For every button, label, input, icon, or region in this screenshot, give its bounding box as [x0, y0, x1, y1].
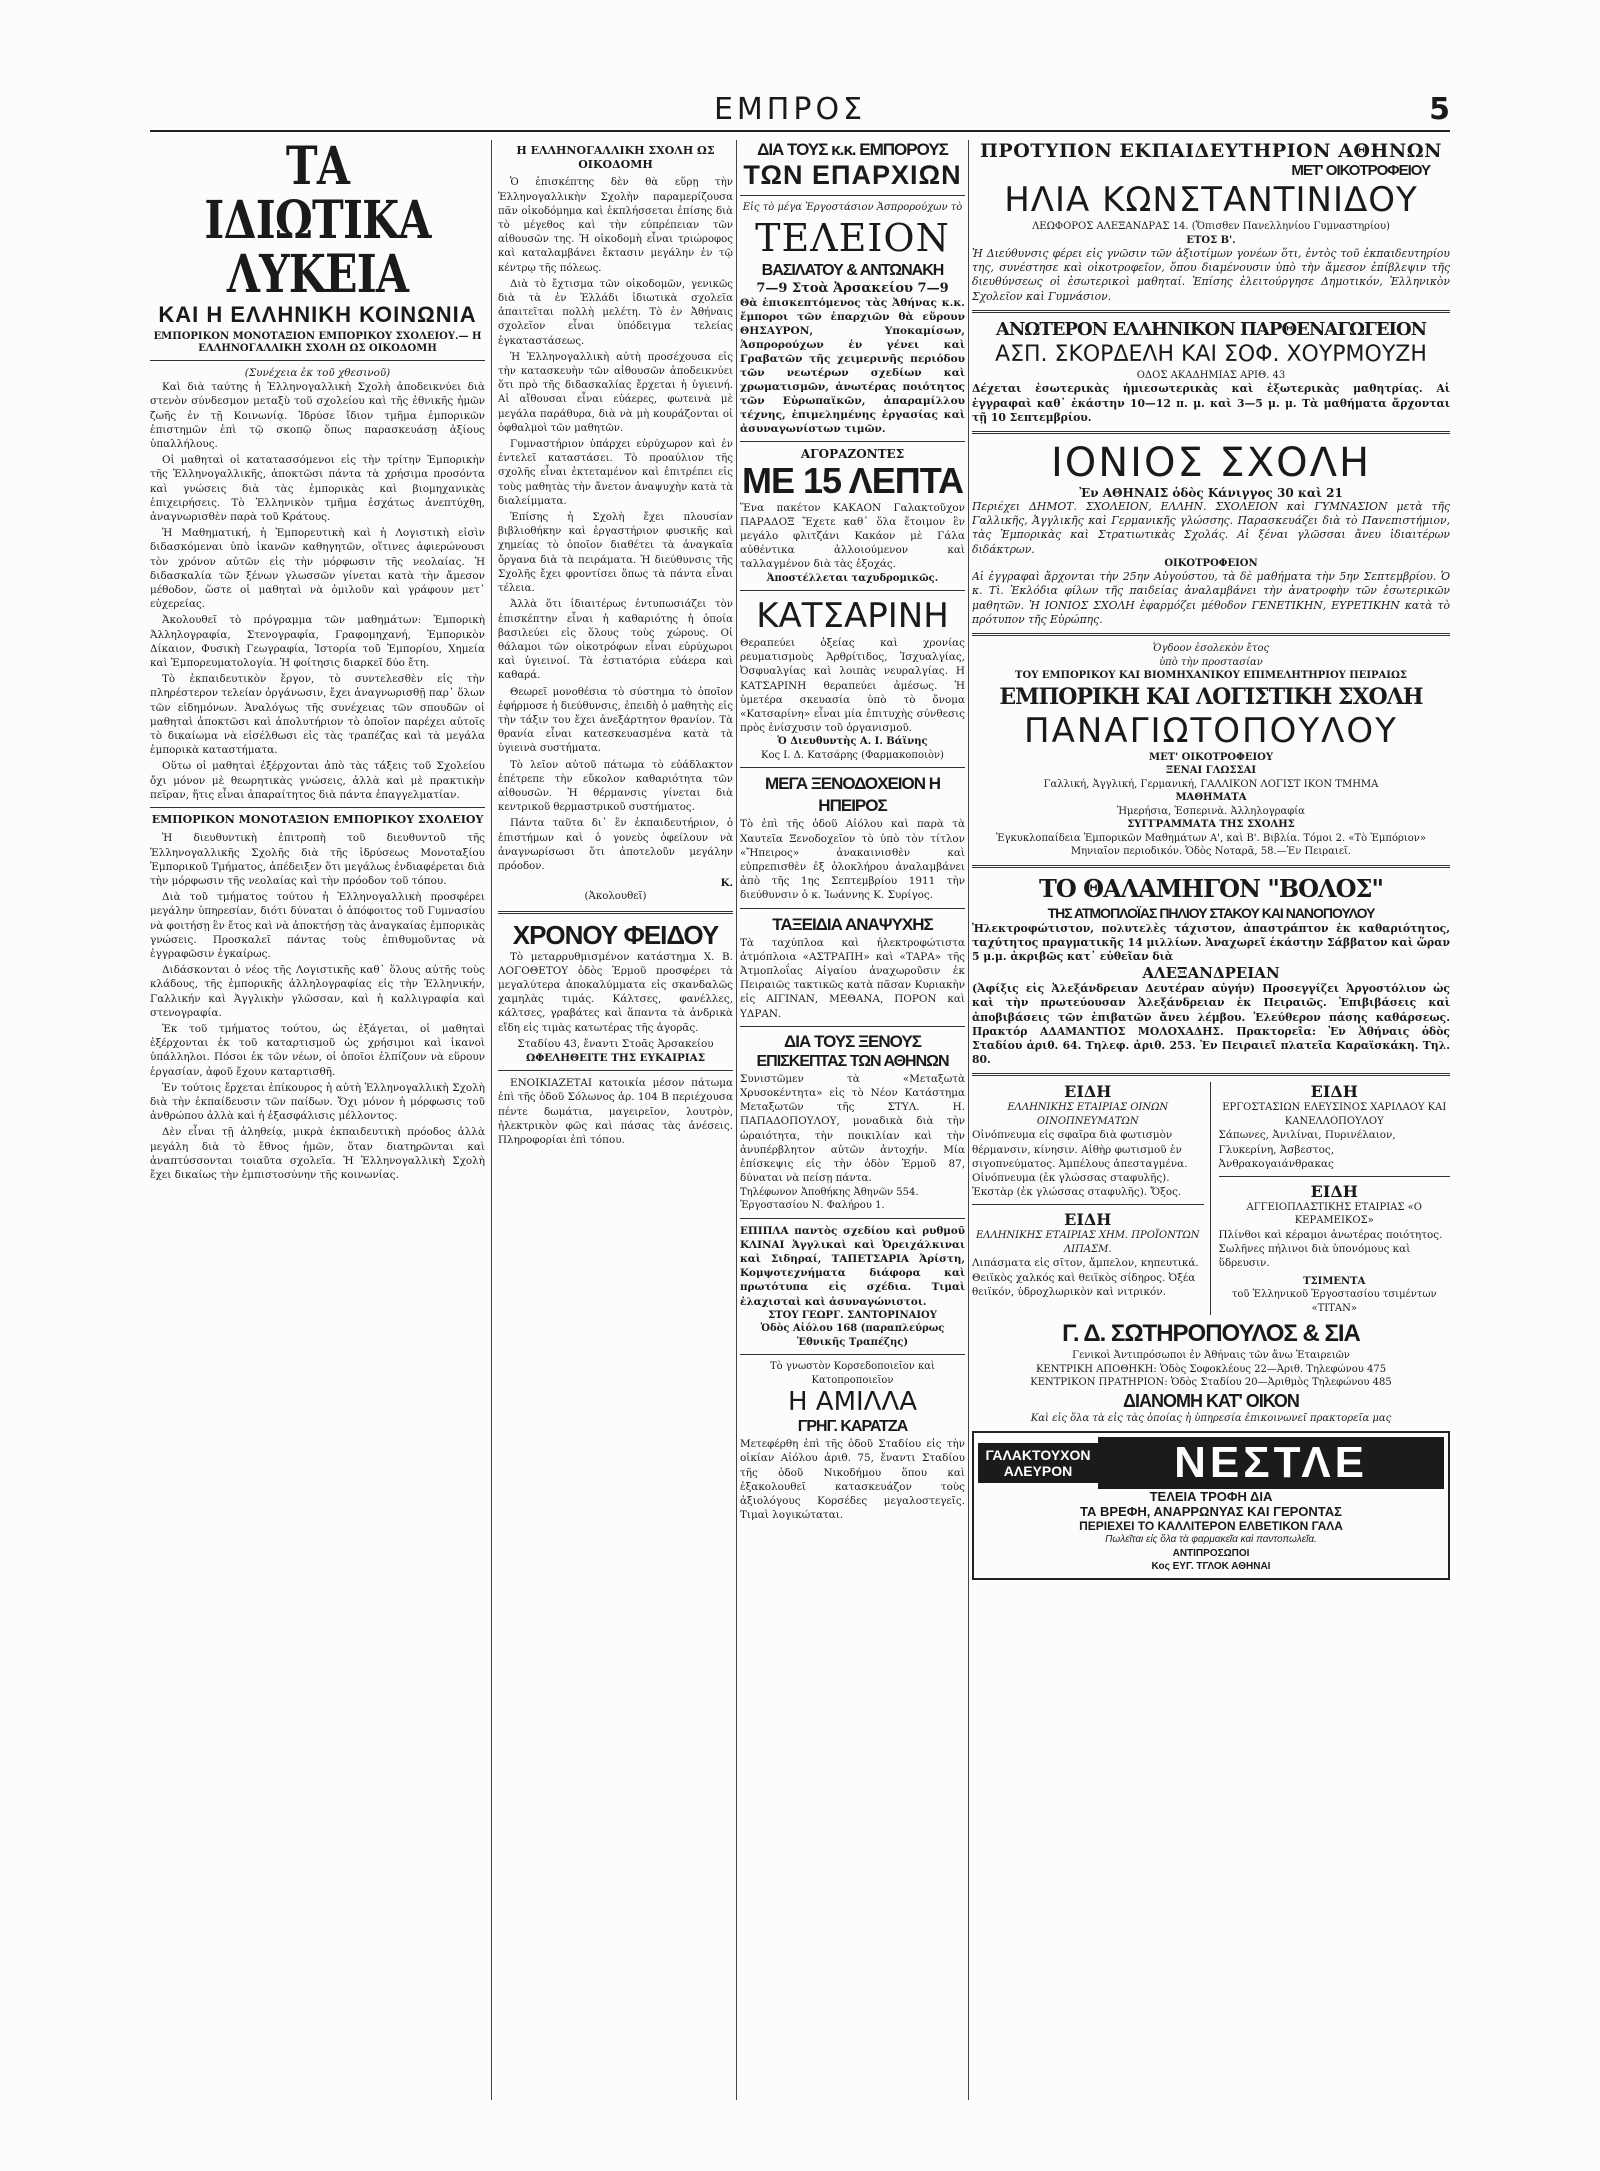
ad-headline: ΜΕ 15 ΛΕΠΤΑ — [741, 459, 964, 501]
ad-brand: Η ΑΜΙΛΛΑ — [787, 1387, 918, 1418]
ad-subheadline: ΕΛΛΗΝΙΚΗΣ ΕΤΑΙΡΙΑΣ ΧΗΜ. ΠΡΟΪΟΝΤΩΝ ΛΙΠΑΣΜ. — [975, 1230, 1200, 1255]
ship-ad-volos — [972, 874, 1450, 1068]
ad-phone: Τηλέφωνον Ἀποθήκης Ἀθηνῶν 554. Ἐργοστασίου Ν. Φαλήρου 1. — [740, 1186, 919, 1211]
ad-body: Μετεφέρθη ἐπὶ τῆς ὁδοῦ Σταδίου εἰς τὴν οἰκίαν Αἰόλου ἀριθ. 75, ἔναντι Σταδίου τῆς ὁδοῦ Νικοδήμου ὅπου καὶ ἐξακολουθεῖ κατασκευάζον τοὺς ἀξιολόγους Κορσέδες μεγαλοστεγεῖς. Τιμαὶ λογικώταται. — [740, 1438, 965, 1522]
ad-text: ΚΕΝΤΡΙΚΗ ΑΠΟΘΗΚΗ: Ὁδὸς Σοφοκλέους 22—Ἀριθ. Τηλεφώνου 475 — [1035, 1363, 1387, 1375]
ad-subheadline: ΑΓΓΕΙΟΠΛΑΣΤΙΚΗΣ ΕΤΑΙΡΙΑΣ «Ο ΚΕΡΑΜΕΙΚΟΣ» — [1246, 1201, 1422, 1227]
ad-body: Πλίνθοι καὶ κέραμοι ἀνωτέρας ποιότητος. Σωλῆνες πήλινοι διὰ ὑπονόμους καὶ ὕδρευσιν. — [1218, 1228, 1443, 1270]
ad-body: Δέχεται ἐσωτερικὰς ἡμιεσωτερικὰς καὶ ἐξωτερικὰς μαθητρίας. Αἱ ἐγγραφαὶ καθ᾽ ἑκάστην 10—12 π. μ. καὶ 3—5 μ. μ. Τὰ μαθήματα ἄρχονται τῇ 10 Σεπτεμβρίου. — [972, 382, 1450, 424]
page-number: 5 — [1429, 92, 1450, 127]
ad-signature: Κος Ι. Δ. Κατσάρης (Φαρμακοποιὸν) — [761, 749, 944, 761]
ad-text: ΞΕΝΑΙ ΓΛΩΣΣΑΙ — [1165, 765, 1257, 777]
epipla-ad — [740, 1224, 965, 1350]
trips-ad — [740, 914, 965, 1021]
ad-body: Λιπάσματα εἰς σῖτον, ἄμπελον, κηπευτικά. Θειϊκὸς χαλκός καὶ θειϊκὸς σίδηρος. Ὀξέα θειϊκόν, ὑδροχλωρικὸν καὶ νιτρικόν. — [972, 1257, 1199, 1298]
nestle-body — [978, 1489, 1444, 1574]
divider — [740, 908, 965, 909]
ad-headline: ΧΡΟΝΟΥ ΦΕΙΔΟΥ — [512, 919, 719, 950]
paragraph: Τὸ λεῖον αὐτοῦ πάτωμα τὸ εὐάδλακτον ἐπέτρεπε τὴν εὔκολον καθαριότητα τῶν αἰθουσῶν. Ἡ θέρμανσις γίνεται διὰ κεντρικοῦ θερμαστρικοῦ συστήματος. — [498, 759, 733, 814]
ad-subheadline: ΟΙΚΟΤΡΟΦΕΙΟΝ — [1164, 557, 1258, 569]
column-divider — [968, 140, 969, 2100]
ad-body: Περιέχει ΔΗΜΟΤ. ΣΧΟΛΕΙΟΝ, ΕΛΛΗΝ. ΣΧΟΛΕΙΟΝ καὶ ΓΥΜΝΑΣΙΟΝ μετὰ τῆς Γαλλικῆς, Ἀγγλικῆς καὶ Γερμανικῆς γλώσσης. Παρασκευάζει διὰ τὸ Πανεπιστήμιον, τὰς Ἐμπορικὰς καὶ Στρατιωτικὰς Σχολάς. Αἱ ξέναι γλῶσσαι ἄνευ ἰδιαιτέρων διδάκτρων. — [972, 499, 1450, 556]
ad-headline: ΤΟ ΘΑΛΑΜΗΓΟΝ "ΒΟΛΟΣ" — [1038, 873, 1384, 903]
column-divider — [491, 140, 492, 2100]
ad-text: Ἡμερήσια, Ἑσπερινὰ. Ἀλληλογραφία — [1117, 805, 1305, 817]
classified-ad — [498, 1076, 733, 1147]
paragraph: Ἐκ τοῦ τμήματος τούτου, ὡς ἐξάγεται, οἱ μαθηταὶ ἐξέρχονται ἐκ τοῦ καταρτισμοῦ ὡς χρήσιμοι καὶ ἱκανοὶ ὑπάλληλοι. Πόσοι ἐκ τῶν νέων, οἱ ὁποῖοι ἐλπίζουν νὰ εὕρουν ἐργασίαν, ἀφοῦ ἔχουν καταρτισθῆ. — [150, 1022, 485, 1078]
ad-text: ΤΟΥ ΕΜΠΟΡΙΚΟΥ ΚΑΙ ΒΙΟΜΗΧΑΝΙΚΟΥ ΕΠΙΜΕΛΗΤΗΡΙΟΥ ΠΕΙΡΑΙΩΣ — [1015, 670, 1407, 682]
ad-body: Θεραπεύει ὀξείας καὶ χρονίας ρευματισμοὺς Ἀρθρίτιδος, Ἰσχυαλγίας, Ὀσφυαλγίας καὶ λοιπὰς νευραλγίας. Η ΚΑΤΣΑΡΙΝΗ θεραπεύει ἀμέσως. Ἡ ὑμετέρα σκευασία ὑπὸ τὸ ὄνομα «Κατσαρίνη» εἶναι μία ἐπιτυχὴς σύνθεσις πρὸς ἐνίσχυσιν τοῦ ὀργανισμοῦ. — [740, 637, 965, 735]
column-4 — [972, 140, 1450, 1586]
katsarini-ad — [740, 596, 965, 762]
paragraph: Ἡ διευθυντικὴ ἐπιτροπὴ τοῦ διευθυντοῦ τῆς Ἑλληνογαλλικῆς Σχολῆς διὰ τῆς ἱδρύσεως Μονοταξίου Ἐμπορικοῦ Τμήματος, ἀπέδειξεν ὅτι μεγάλως ἐνδιαφέρεται διὰ τὴν μόρφωσιν τῆς νεολαίας καὶ τὴν πρόοδον τοῦ τόπου. — [150, 832, 485, 887]
ad-headline: ΕΙΔΗ — [1064, 1082, 1112, 1102]
nestle-banner — [978, 1437, 1444, 1489]
kakao-ad — [740, 447, 965, 586]
divider — [150, 807, 485, 808]
column-2 — [498, 140, 733, 1149]
ad-body: Ἠλεκτροφώτιστον, πολυτελὲς τάχιστον, ἀπαστράπτον ἐκ καθαριότητος, ταχύτητος πραγματικῆς 14 μιλλίων. Ἀναχωρεῖ ἑκάστην Σάββατον καὶ ὥραν 5 μ.μ. ἀκριβῶς κατ᾽ εὐθεῖαν διὰ — [972, 921, 1450, 963]
ad-text: ΑΝΤΙΠΡΟΣΩΠΟΙ — [1172, 1547, 1250, 1559]
ad-headline: ΤΣΙΜΕΝΤΑ — [1303, 1275, 1366, 1287]
article-headline: ΤΑ ΙΔΙΩΤΙΚΑ ΛΥΚΕΙΑ — [204, 140, 431, 305]
paragraph: Διδάσκονται ὁ νέος τῆς Λογιστικῆς καθ᾽ ὅλους αὐτῆς τοὺς κλάδους, τῆς ἐμπορικῆς ἀλληλογραφίας εἰς τὴν Ἑλληνικήν, Γαλλικήν καὶ Ἀγγλικὴν γλῶσσαν, καὶ ἡ καλλιγραφία καὶ στενογραφία. — [150, 964, 485, 1019]
ad-text: ΤΑ ΒΡΕΦΗ, ΑΝΑΡΡΩΝΥΑΣ ΚΑΙ ΓΕΡΟΝΤΑΣ — [1080, 1504, 1342, 1520]
ad-subheadline: ΤΗΣ ΑΤΜΟΠΛΟΪΑΣ ΠΗΛΙΟΥ ΣΤΑΚΟΥ ΚΑΙ ΝΑΝΟΠΟΥΛΟΥ — [1047, 904, 1375, 921]
ad-label: ΓΑΛΑΚΤΟΥΧΟΝ ΑΛΕΥΡΟΝ — [978, 1443, 1098, 1483]
ad-body: Ἕνα πακέτον ΚΑΚΑΟΝ Γαλακτοῦχον ΠΑΡΑΔΟΞ Ἔχετε καθ᾽ ὅλα ἕτοιμον ἓν μεγάλο φλιτζάνι Κακάον μὲ Γάλα αὐθέντικα ἀλλοιούμενον καὶ ταλλαγμένον διὰ τὰς ἐξοχάς. — [740, 501, 965, 571]
eidi-ads — [972, 1082, 1450, 1315]
column-divider — [736, 140, 737, 2100]
divider — [972, 431, 1450, 434]
divider — [972, 1073, 1450, 1076]
paragraph: Ἀκολουθεῖ τὸ πρόγραμμα τῶν μαθημάτων: Ἐμπορικὴ Ἀλληλογραφία, Στενογραφία, Γραφομηχανή, Ἐμπορικὸν Δίκαιον, Φυσικὴ Γεωγραφία, Ἱστορία τοῦ Ἐμπορίου, Χημεία καὶ Ἐμπορευματολογία. Ἡ φοίτησις διαρκεῖ δύο ἔτη. — [150, 614, 485, 670]
ad-headline: ΔΙΑ ΤΟΥΣ κ.κ. ΕΜΠΟΡΟΥΣ — [757, 140, 948, 159]
divider — [740, 441, 965, 442]
ad-text: Γενικοὶ Ἀντιπρόσωποι ἐν Ἀθήναις τῶν ἄνω Ἑταιρειῶν — [1072, 1350, 1350, 1362]
ad-headline: ΕΙΔΗ — [1310, 1181, 1358, 1201]
ad-subheadline: ΕΛΛΗΝΙΚΗΣ ΕΤΑΙΡΙΑΣ ΟΙΝΩΝ ΟΙΝΟΠΝΕΥΜΑΤΩΝ — [1007, 1102, 1169, 1127]
paragraph: Θεωρεῖ μονοθέσια τὸ σύστημα τὸ ὁποῖον ἐφήρμοσε ἡ διεύθυνσις, ἐπειδὴ ὁ μαθητὴς εἰς τὴν τάξιν του ἔχει ἀνεξάρτητον θρανίον. Τὰ θρανία εἶναι κατεσκευασμένα κατὰ τὰ ὑγιεινὰ συστήματα. — [498, 686, 733, 755]
newspaper-name: ΕΜΠΡΟΣ — [713, 92, 867, 127]
continued-note: (Ἀκολουθεῖ) — [584, 891, 647, 903]
ad-text: ΚΕΝΤΡΙΚΟΝ ΠΡΑΤΗΡΙΟΝ: Ὁδὸς Σταδίου 20—Ἀριθμὸς Τηλεφώνου 485 — [1030, 1377, 1392, 1389]
ad-text: ΠΕΡΙΕΧΕΙ ΤΟ ΚΑΛΛΙΤΕΡΟΝ ΕΛΒΕΤΙΚΟΝ ΓΑΛΑ — [1079, 1519, 1343, 1534]
divider — [740, 195, 965, 196]
ad-address: ΛΕΩΦΟΡΟΣ ΑΛΕΞΑΝΔΡΑΣ 14. (Ὄπισθεν Πανελληνίου Γυμναστηρίου) — [1032, 221, 1390, 232]
ad-body: Οἰνόπνευμα εἰς σφαῖρα διὰ φωτισμὸν θέρμανσιν, κίνησιν. Αἰθὴρ φωτισμοῦ ἐν σιγοπνεύματος. Ἀμπέλους ἀπεσταγμένα. Οἰνόπνευμα (ἐκ γλώσσας σταφυλῆς). Ἐκστὰρ (ἐκ γλώσσας σταφυλῆς). Ὄξος. — [972, 1129, 1188, 1199]
ad-text: Καὶ εἰς ὅλα τὰ εἰς τὰς ὁποίας ἡ ὑπηρεσία ἐπικοινωνεῖ πρακτορεῖα μας — [1030, 1412, 1392, 1424]
paragraph: Τὸ ἐκπαιδευτικὸν ἔργον, τὸ συντελεσθὲν εἰς τὴν πληρέστερον τελείαν ὀργάνωσιν, ἔχει ἀναγνωρισθῇ παρ᾽ ὅλων τῶν εἰδημόνων. Ἀναλόγως τῆς συνέχειας τῶν σπουδῶν οἱ μαθηταὶ ἀποκτῶσι καὶ ἀπολυτήριον τὸ ὁποῖον παρέχει αὐτοῖς τὸ δικαίωμα νὰ εἰσέλθωσι εἰς τὰς τραπέζας καὶ τὰ μεγάλα ἐμπορικὰ καταστήματα. — [150, 673, 485, 757]
paragraph: Διὰ τὸ ἔχτισμα τῶν οἰκοδομῶν, γενικῶς διὰ τὰ ἐν Ἑλλάδι ἰδιωτικὰ σχολεῖα ἀπαιτεῖται πολλὴ μελέτη. Τὸ ἐν Ἀθήναις σχολεῖον εἶναι ὑπόδειγμα τελείας ἐγκαταστάσεως. — [498, 278, 733, 347]
article-continuation — [498, 144, 733, 905]
ad-headline: ΔΙΑΝΟΜΗ ΚΑΤ' ΟΙΚΟΝ — [1123, 1390, 1299, 1411]
ad-destination: ΑΛΕΞΑΝΔΡΕΙΑΝ — [1142, 964, 1280, 983]
ad-headline: ΑΝΩΤΕΡΟΝ ΕΛΛΗΝΙΚΟΝ ΠΑΡΘΕΝΑΓΩΓΕΙΟΝ — [995, 318, 1427, 340]
divider — [740, 1354, 965, 1355]
ad-text: Κος ΕΥΓ. ΤΓΛΟΚ ΑΘΗΝΑΙ — [1151, 1561, 1271, 1573]
ad-text: τοῦ Ἑλληνικοῦ Ἐργοστασίου τσιμέντων «ΤΙΤΑΝ» — [1231, 1289, 1437, 1314]
ad-address: Ὁδὸς Αἰόλου 168 (παραπλεύρως Ἐθνικῆς Τραπέζης) — [760, 1323, 945, 1348]
ad-address: Ἐν ΑΘΗΝΑΙΣ ὁδὸς Κάνιγγος 30 καὶ 21 — [1079, 485, 1343, 500]
school-ad-emporiki — [972, 642, 1450, 859]
ad-headline: ΠΡΟΤΥΠΟΝ ΕΚΠΑΙΔΕΥΤΗΡΙΟΝ ΑΘΗΝΩΝ — [979, 140, 1442, 162]
paragraph: Οὕτω οἱ μαθηταὶ ἐξέρχονται ἀπὸ τὰς τάξεις τοῦ Σχολείου ὄχι μόνον μὲ θεωρητικὰς γνώσεις, ἀλλὰ καὶ μὲ πρακτικὴν πεῖραν, ἥτις εἶναι ἀπαραίτητος διὰ πάντα ἐπαγγελματίαν. — [150, 760, 485, 801]
paragraph: Ἡ Ἑλληνογαλλικὴ αὐτὴ προσέχουσα εἰς τὴν κατασκευὴν τῶν αἰθουσῶν ἀποδεικνύει ὅτι πρὸ τῆς διδασκαλίας ἔρχεται ἡ ὑγιεινή. Αἱ αἴθουσαι εἶναι εὐάερες, φωτεινὰ μὲ μεγάλα παράθυρα, διὰ νὰ μὴ κουράζονται οἱ ὀφθαλμοὶ τῶν μαθητῶν. — [498, 351, 733, 434]
paragraph: Ὁ ἐπισκέπτης δὲν θὰ εὕρῃ τὴν Ἑλληνογαλλικὴν Σχολὴν παραμερίζουσα πᾶν οἰκοδόμημα καὶ ἐκπλήσσεται ἐπίσης διὰ τὸ μέγεθος καὶ τὴν εὐπρέπειαν τῶν αἰθουσῶν της. Ἡ οἰκοδομὴ εἶναι τριώροφος καὶ καταλαμβάνει ἔκτασιν μεγάλην ἐν τῷ κέντρῳ τῆς πόλεως. — [498, 177, 733, 274]
ad-headline: ΤΑΞΕΙΔΙΑ ΑΝΑΨΥΧΗΣ — [772, 914, 933, 934]
ad-text: Ἐγκυκλοπαίδεια Ἐμπορικῶν Μαθημάτων Α', καὶ Β'. Βιβλία. Τόμοι 2. «Τὸ Ἐμπόριον» Μηνιαῖον περιοδικόν. Ὁδὸς Νοταρᾶ, 58.—Ἐν Πειραιεῖ. — [996, 832, 1426, 858]
ad-brand: ΙΟΝΙΟΣ ΣΧΟΛΗ — [1050, 439, 1372, 486]
paragraph: Δὲν εἶναι τῇ ἀληθείᾳ, μικρὰ ἐκπαιδευτικὴ πρόοδος ἀλλὰ μεγάλη διὰ τὸ ἔθνος ἡμῶν, ὅταν διατηρῶνται καὶ ἀναπτύσσονται τοιαῦτα σχολεῖα. Ἡ Ἑλληνογαλλικὴ Σχολὴ ἔχει δικαίως τὴν ἐμπιστοσύνην τῆς κοινωνίας. — [150, 1126, 485, 1181]
ad-brand: ΗΛΙΑ ΚΩΝΣΤΑΝΤΙΝΙΔΟΥ — [1004, 180, 1418, 220]
school-ad-ionios — [972, 440, 1450, 627]
ad-body: Θὰ ἐπισκεπτόμενος τὰς Ἀθήνας κ.κ. ἔμποροι τῶν ἐπαρχιῶν θὰ εὕρουν ΘΗΣΑΥΡΟΝ, Υποκαμίσων, Ἀσπρορούχων ἐν γένει καὶ Γραβατῶν τῆς χειμερινῆς περιόδου τῶν νεωτέρων σχεδίων καὶ χρωματισμῶν, ἀνωτέρας ποιότητος τῶν Εὐρωπαϊκῶν, ἀπαραμίλλου τέχνης, ἐπιμελημένης ἐργασίας καὶ ἀσυναγωνίστων τιμῶν. — [740, 296, 965, 435]
divider — [498, 1070, 733, 1071]
ad-body — [498, 950, 733, 1066]
divider — [972, 633, 1450, 636]
ad-headline: ΔΙΑ ΤΟΥΣ ΞΕΝΟΥΣ — [784, 1031, 921, 1051]
ad-signature: Ὁ Διευθυντὴς Α. Ι. Βάϊνης — [777, 736, 928, 748]
divider — [972, 1204, 1204, 1205]
ad-text: ὑπὸ τὴν προστασίαν — [1159, 656, 1263, 668]
ad-brand: ΤΕΛΕΙΟΝ — [755, 215, 950, 260]
ad-text: Γαλλική, Ἀγγλική, Γερμανική, ΓΑΛΛΙΚΟΝ ΛΟΓΙΣΤ ΙΚΟΝ ΤΜΗΜΑ — [1043, 778, 1379, 790]
ad-text: Ὁγδοον ἐσολεκὸν ἔτος — [1152, 643, 1270, 655]
divider — [740, 767, 965, 768]
divider — [740, 1026, 965, 1027]
column-1 — [150, 140, 485, 1184]
ad-body: Τὰ ταχύπλοα καὶ ἠλεκτροφώτιστα ἀτμόπλοια «ΑΣΤΡΑΠΗ» καὶ «ΤΑΡΑ» τῆς Ἀτμοπλοΐας Αἰγαίου ἀναχωροῦσιν ἐκ Πειραιῶς τακτικῶς κατὰ πᾶσαν Κυριακὴν εἰς ΑΙΓΙΝΑΝ, ΜΕΘΑΝΑ, ΠΟΡΟΝ καὶ ΥΔΡΑΝ. — [740, 936, 965, 1020]
ad-brand: ΝΕΣΤΛΕ — [1098, 1437, 1444, 1489]
ad-text: Τὸ γνωστὸν Κορσεδοποιεῖον καὶ Κατοπροποιεῖον — [770, 1361, 935, 1386]
divider — [972, 310, 1450, 313]
divider — [740, 590, 965, 591]
ad-text: ΜΑΘΗΜΑΤΑ — [1175, 792, 1247, 804]
section-heading: ΕΜΠΟΡΙΚΟΝ ΜΟΝΟΤΑΞΙΟΝ ΕΜΠΟΡΙΚΟΥ ΣΧΟΛΕΙΟΥ — [151, 813, 484, 827]
ad-body: Τὸ ἐπὶ τῆς ὁδοῦ Αἰόλου καὶ παρὰ τὰ Χαυτεῖα Ξενοδοχεῖον τὸ ὑπὸ τὸν τίτλον «Ἤπειρος» ἀνακαινισθὲν καὶ εὐπρεπισθὲν ἐξ ὁλοκλήρου ἀναλαμβάνει ἀπὸ τῆς 1ης Σεπτεμβρίου 1911 τὴν διεύθυνσιν ὁ κ. Ἰωάννης Κ. Συρίγος. — [740, 818, 965, 902]
ad-body: ΕΠΙΠΛΑ παντὸς σχεδίου καὶ ρυθμοῦ ΚΛΙΝΑΙ Ἀγγλικαὶ καὶ Ὀρειχάλκιναι καὶ Σιδηραί, ΤΑΠΕΤΣΑΡΙΑ Ἀρίστη, Κομψοτεχνήματα διάφορα καὶ πρωτότυπα εἰς σχέδια. Τιμαὶ ἐλαχισταὶ καὶ ἀσυναγώνιστοι. — [740, 1224, 965, 1308]
divider — [972, 865, 1450, 868]
ad-brand: ΑΣΠ. ΣΚΟΡΔΕΛΗ ΚΑΙ ΣΟΦ. ΧΟΥΡΜΟΥΖΗ — [995, 341, 1427, 367]
paragraph: Ἀλλὰ ὅτι ἰδιαιτέρως ἐντυπωσιάζει τὸν ἐπισκέπτην εἶναι ἡ καθαριότης ἡ ὁποία βασιλεύει εἰς ὅλους τοὺς χώρους. Οἱ θάλαμοι τῶν οἰκοτρόφων εἶναι εὐρύχωροι καὶ ὑγιεινοί. Τὰ ἐστιατόρια εὐάερα καὶ καθαρά. — [498, 599, 733, 682]
ad-headline: ΕΙΔΗ — [1310, 1082, 1358, 1102]
sotiropoulos-ad — [972, 1319, 1450, 1425]
ad-body: Σάπωνες, Ἀνιλίναι, Πυρινέλαιον, Γλυκερίνη, Ἀσβεστος, Ἀνθρακογαιάνθρακας — [1218, 1129, 1396, 1170]
ad-body: Ἡ Διεύθυνσις φέρει εἰς γνῶσιν τῶν ἀξιοτίμων γονέων ὅτι, ἐντὸς τοῦ ἐκπαιδευτηρίου της, συνέστησε καὶ οἰκοτροφεῖον, ὅπου διαμένουσιν ὑπὸ τὴν ἄμεσον ἐπίβλεψιν τῆς διευθύνσεως οἱ ἐσωτερικοὶ μαθηταί. Ἐπίσης ἐλειτούργησε Δημοτικόν, Ἑλληνικὸν Σχολεῖον καὶ Γυμνάσιον. — [972, 247, 1450, 303]
article-headline-2: ΚΑΙ Η ΕΛΛΗΝΙΚΗ ΚΟΙΝΩΝΙΑ — [158, 302, 477, 327]
ad-headline: ΕΠΙΣΚΕΠΤΑΣ ΤΩΝ ΑΘΗΝΩΝ — [756, 1052, 949, 1070]
ad-text: Εἰς τὸ μέγα Ἐργοστάσιον Ἀσπρορούχων τὸ — [742, 202, 963, 213]
paragraph: Οἱ μαθηταὶ οἱ κατατασσόμενοι εἰς τὴν τρίτην Ἐμπορικὴν τῆς Ἑλληνογαλλικῆς, ἀποκτῶσι πάντα τὰ χρήσιμα προσόντα καὶ γνώσεις διὰ τὰς ἐμπορικὰς καὶ βιομηχανικὰς ἐπιχειρήσεις. Τὸ Ἐλληνικὸν τμῆμα ἐσχάτως ἀνεπτύχθη, ἀναγνωρισθὲν παρὰ τοῦ Κράτους. — [150, 454, 485, 524]
paragraph: Τὸ μεταρρυθμισμένον κατάστημα Χ. Β. ΛΟΓΟΘΕΤΟΥ ὁδὸς Ἑρμοῦ προσφέρει τὰ μεγαλύτερα ἀποκαλύμματα εἰς σκανδαλῶς χαμηλὰς τιμάς. Κάλτσες, φανέλλες, κάλτσες, γραβάτες καὶ ἅπαντα τὰ ἀνδρικὰ εἴδη εἰς τιμὰς κατωτέρας τῆς ἀγορᾶς. — [498, 950, 733, 1034]
paragraph: Ἡ Μαθηματική, ἡ Ἐμπορευτικὴ καὶ ἡ Λογιστικὴ εἰσὶν διδασκόμεναι ὑπὸ ἱκανῶν καθηγητῶν, οἵτινες ἀφιερώνουσι τὸν χρόνον αὐτῶν εἰς τὴν μόρφωσιν τῆς νεολαίας. Ἡ διδασκαλία τῶν ξένων γλωσσῶν γίνεται κατὰ τὴν ἄμεσον μέθοδον, ὥστε οἱ μαθηταὶ νὰ ὁμιλοῦν καὶ γράφουν μετ᾽ εὐχερείας. — [150, 527, 485, 611]
ad-headline: ΑΓΟΡΑΖΟΝΤΕΣ — [800, 446, 905, 461]
ad-address: ΟΔΟΣ ΑΚΑΔΗΜΙΑΣ ΑΡΙΘ. 43 — [1136, 369, 1286, 381]
ad-subheadline: ΕΡΓΟΣΤΑΣΙΩΝ ΕΛΕΥΣΙΝΟΣ ΧΑΡΙΛΑΟΥ ΚΑΙ ΚΑΝΕΛΛΟΠΟΥΛΟΥ — [1222, 1102, 1447, 1127]
ad-headline: ΕΜΠΟΡΙΚΗ ΚΑΙ ΛΟΓΙΣΤΙΚΗ ΣΧΟΛΗ — [999, 683, 1423, 710]
xenous-ad — [740, 1032, 965, 1213]
paragraph: Ἐν τούτοις ἔρχεται ἐπίκουρος ἡ αὐτὴ Ἑλληνογαλλικὴ Σχολὴ διὰ τὴν ἐκπαίδευσιν τῶν παίδων. Ὄχι μόνον ἡ μόρφωσις τοῦ ἀνθρώπου ἀλλὰ καὶ ἡ ἐξασφάλισις μέλλοντος. — [150, 1081, 485, 1123]
ad-subheadline: ΜΕΤ' ΟΙΚΟΤΡΟΦΕΙΟΥ — [1149, 751, 1273, 763]
eidi-left — [972, 1082, 1211, 1315]
divider — [498, 911, 733, 914]
amilla-ad — [740, 1360, 965, 1522]
paragraph: Καὶ διὰ ταύτης ἡ Ἑλληνογαλλικὴ Σχολὴ ἀποδεικνύει διὰ στενὸν σύνδεσμον μεταξὺ τοῦ σχολείου καὶ τῆς ἐθνικῆς ἡμῶν ζωῆς ἐν τῇ Κοινωνίᾳ. Ἱδρύσε ἴδιον τμῆμα ἐμπορικῶν ἐπιστημῶν ἐπὶ τῷ σκοπῷ ὅπως παρασκευάσῃ ἀξίους ὑπαλλήλους. — [150, 381, 485, 451]
paragraph: Πάντα ταῦτα δι᾽ ἓν ἐκπαιδευτήριον, ὁ ἐπιστήμων καὶ ὁ γονεὺς ὀφείλουν νὰ ἀναγνωρίσωσι ὅτι ἀποτελοῦν μεγάλην πρόοδον. — [498, 818, 733, 872]
ad-shop: ΣΤΟΥ ΓΕΩΡΓ. ΣΑΝΤΟΡΙΝΑΙΟΥ — [768, 1309, 937, 1321]
masthead-rule — [150, 130, 1450, 132]
paragraph: Γυμναστήριον ὑπάρχει εὐρύχωρον καὶ ἐν ἐντελεῖ καταστάσει. Τὸ προαύλιον τῆς σχολῆς εἶναι ἐκτεταμένον καὶ ἐπιτρέπει εἰς τοὺς μαθητὰς τὴν ἄνετον ἀναψυχὴν κατὰ τὰ διαλείμματα. — [498, 439, 733, 507]
masthead — [150, 92, 1450, 132]
continued-note: (Συνέχεια ἐκ τοῦ χθεσινοῦ) — [244, 367, 391, 379]
ad-tagline: ΩΦΕΛΗΘΕΙΤΕ ΤΗΣ ΕΥΚΑΙΡΙΑΣ — [525, 1051, 706, 1064]
ad-brand: ΚΑΤΣΑΡΙΝΗ — [756, 596, 949, 637]
paragraph: Ἐπίσης ἡ Σχολὴ ἔχει πλουσίαν βιβλιοθήκην καὶ ἐργαστήριον φυσικῆς καὶ χημείας τὸ ὁποῖον διαθέτει τὰ ἀναγκαῖα ὄργανα διὰ τὰ πειράματα. Ἡ διεύθυνσις τῆς Σχολῆς ἔχει φροντίσει ὅπως τὰ πάντα εἶναι τέλεια. — [498, 512, 733, 595]
ad-year: ΕΤΟΣ Β'. — [1186, 234, 1236, 246]
school-ad-parthenagogeion — [972, 319, 1450, 425]
ad-name: ΓΡΗΓ. ΚΑΡΑΤΖΑ — [797, 1418, 908, 1436]
ad-text: ΤΕΛΕΙΑ ΤΡΟΦΗ ΔΙΑ — [1149, 1489, 1273, 1505]
ad-text: ΣΥΓΓΡΑΜΜΑΤΑ ΤΗΣ ΣΧΟΛΗΣ — [1127, 819, 1295, 831]
paragraph: Διὰ τοῦ τμήματος τούτου ἡ Ἑλληνογαλλικὴ προσφέρει μεγάλην ὑπηρεσίαν, διότι δύναται ὁ ἀπόφοιτος τοῦ Γυμνασίου νὰ φοιτήσῃ ἓν ἔτος καὶ νὰ ἀποκτήσῃ τὰς ἀναγκαίας ἐμπορικὰς γνώσεις. Προσκαλεῖ πάντας τοὺς ἐπιθυμοῦντας νὰ ἐγγραφῶσιν ἐγκαίρως. — [150, 891, 485, 960]
ad-address: Σταδίου 43, ἔναντι Στοᾶς Ἀρσακείου — [517, 1037, 714, 1050]
ad-brand: Γ. Δ. ΣΩΤΗΡΟΠΟΥΛΟΣ & ΣΙΑ — [1062, 1320, 1360, 1348]
ad-headline: ΤΩΝ ΕΠΑΡΧΙΩΝ — [743, 160, 962, 190]
teleion-ad — [740, 140, 965, 436]
paragraph: ΕΝΟΙΚΙΑΖΕΤΑΙ κατοικία μέσον πάτωμα ἐπὶ τῆς ὁδοῦ Σόλωνος ἀρ. 104 Β περιέχουσα πέντε δωμάτια, μαγειρεῖον, λουτρὸν, ἠλεκτρικὸν φῶς καὶ πάσας τὰς ἀνέσεις. Πληροφορίαι ἐπὶ τόπου. — [498, 1077, 733, 1146]
school-ad-protypon — [972, 140, 1450, 304]
signature: Κ. — [720, 877, 733, 890]
ad-body: (Ἀφίξις εἰς Ἀλεξάνδρειαν Δευτέραν αὐγήν) Προσεγγίζει Ἀργοστόλιον ὡς καὶ τὴν πρωτεύουσαν Ἀλεξάνδρειαν ἐκ Πειραιῶς. Ἐπιβιβάσεις καὶ ἀποβιβάσεις τῶν ἐπιβατῶν ἄνευ λέμβου. Ἐλεύθερον πάσης καθάρσεως. Πρακτόρ ΑΔΑΜΑΝΤΙΟΣ ΜΟΛΟΧΑΔΗΣ. Πρακτορεῖα: Ἐν Ἀθήναις ὁδὸς Σταδίου ἀριθ. 64. Τηλεφ. ἀριθ. 253. Ἐν Πειραιεῖ πλατεῖα Καραϊσκάκη. Τηλ. 80. — [972, 982, 1450, 1067]
article-subhead: ΕΜΠΟΡΙΚΟΝ ΜΟΝΟΤΑΞΙΟΝ ΕΜΠΟΡΙΚΟΥ ΣΧΟΛΕΙΟΥ.— Η ΕΛΛΗΝΟΓΑΛΛΙΚΗ ΣΧΟΛΗ ΩΣ ΟΙΚΟΔΟΜΗ — [153, 331, 482, 354]
ad-body: Συνιστῶμεν τὰ «Μεταξωτὰ Χρυσοκέντητα» εἰς τὸ Νέον Κατάστημα Μεταξωτῶν τῆς ΣΤΥΛ. Η. ΠΑΠΑΔΟΠΟΥΛΟΥ, μοναδικὰ διὰ τὴν ὡραιότητα, τὴν ποικιλίαν καὶ τὴν ἀνυπέρβλητον αὐτῶν ἀντοχήν. Μία ἐπίσκεψις εἰς τὴν ὁδὸν Ἑρμοῦ 87, δύναται νὰ πείσῃ πάντα. — [740, 1072, 965, 1185]
ad-subheadline: ΜΕΤ' ΟΙΚΟΤΡΟΦΕΙΟΥ — [1291, 162, 1430, 179]
eidi-right — [1219, 1082, 1451, 1315]
hotel-ad — [740, 773, 965, 902]
ad-headline: ΜΕΓΑ ΞΕΝΟΔΟΧΕΙΟΝ Η ΗΠΕΙΡΟΣ — [764, 774, 941, 816]
divider — [150, 360, 485, 361]
ad-body: Αἱ ἐγγραφαὶ ἄρχονται τὴν 25ην Αὐγούστου, τὰ δὲ μαθήματα τὴν 5ην Σεπτεμβρίου. Ὁ κ. Τὶ. Ἐκλόδια φίλων τῆς παιδείας ἀναλαμβάνει τὴν ἀνατροφὴν τῶν ἐσωτερικῶν μαθητῶν. Ἡ ΙΟΝΙΟΣ ΣΧΟΛΗ ἐφαρμόζει μέθοδον ΓΕΝΕΤΙΚΗΝ, ΕΥΡΕΤΙΚΗΝ κατὰ τὸ πρότυπον τῆς Εὐρώπης. — [972, 570, 1450, 626]
column-3 — [740, 140, 965, 1522]
ad-tagline: Ἀποστέλλεται ταχυδρομικῶς. — [766, 572, 939, 584]
ad-address: 7—9 Στοὰ Ἀρσακείου 7—9 — [756, 280, 949, 296]
ad-text: Πωλεῖται εἰς ὅλα τὰ φαρμακεῖα καὶ παντοπωλεῖα. — [1105, 1534, 1317, 1546]
ad-headline: ΕΙΔΗ — [1064, 1210, 1112, 1230]
ad-owners: ΒΑΣΙΛΑΤΟΥ & ΑΝΤΩΝΑΚΗ — [761, 261, 944, 279]
article-body — [150, 366, 485, 1182]
ad-brand: ΠΑΝΑΓΙΩΤΟΠΟΥΛΟΥ — [1024, 710, 1398, 751]
divider — [1219, 1176, 1451, 1177]
divider — [740, 1218, 965, 1219]
section-heading: Η ΕΛΛΗΝΟΓΑΛΛΙΚΗ ΣΧΟΛΗ ΩΣ ΟΙΚΟΔΟΜΗ — [516, 144, 715, 172]
nestle-ad — [972, 1431, 1450, 1580]
